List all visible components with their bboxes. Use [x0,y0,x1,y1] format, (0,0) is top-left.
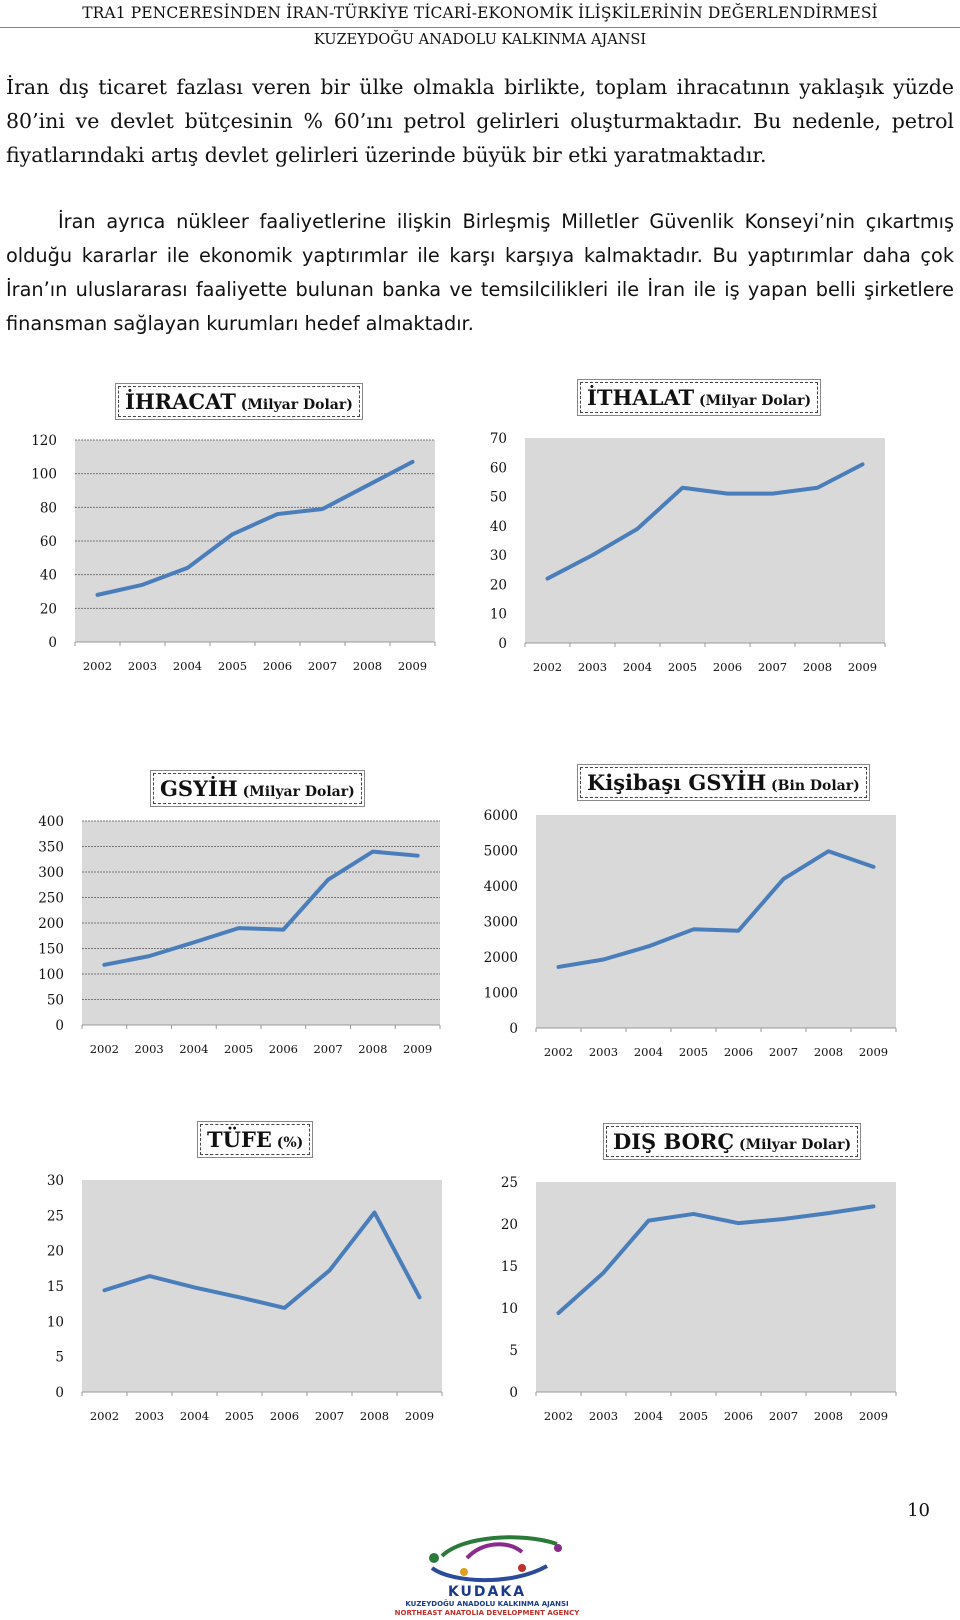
chart-svg [480,380,950,690]
chart-svg [480,765,950,1075]
x-tick-label: 2007 [313,1042,343,1056]
logo-mark-icon [372,1528,602,1588]
y-tick-label: 5 [509,1343,518,1359]
y-tick-label: 100 [31,466,57,483]
x-tick-label: 2002 [89,1409,120,1423]
chart-ihracat [0,380,480,690]
x-tick-label: 2003 [134,1042,164,1056]
y-tick-label: 20 [39,601,57,618]
agency-logo [372,1528,602,1618]
chart-title [153,773,362,804]
x-tick-label: 2006 [268,1042,299,1056]
chart-title-text: TÜFE [207,1127,272,1152]
chart-unit: (Milyar Dolar) [237,784,355,800]
chart-svg [0,380,480,690]
y-tick-label: 400 [38,814,64,830]
y-tick-label: 50 [489,489,507,506]
x-tick-label: 2002 [82,659,113,673]
y-tick-label: 0 [498,636,507,652]
x-tick-label: 2003 [134,1409,165,1423]
y-tick-label: 0 [55,1385,64,1401]
paragraph-2 [6,205,954,341]
x-tick-label: 2005 [224,1409,255,1423]
y-tick-label: 250 [38,890,64,907]
y-tick-label: 2000 [483,950,518,966]
chart-unit: (Milyar Dolar) [694,393,812,409]
paragraph-1: İran dış ticaret fazlası veren bir ülke olmakla birlikte, toplam ihracatının yaklaşık yüzde 80’ini ve devlet bütçesinin % 60’ını petrol gelirleri oluşturmaktadır. Bu nedenle, petrol fiyatlarındaki artış devlet gelirleri üzerinde büyük bir etki yaratmaktadır. [6,75,954,167]
x-tick-label: 2004 [622,660,653,674]
x-tick-label: 2006 [269,1409,300,1423]
y-tick-label: 300 [38,865,64,881]
chart-title [606,1126,858,1157]
chart-gsyih [0,765,480,1075]
y-tick-label: 120 [31,433,57,449]
y-tick-label: 25 [46,1208,64,1225]
x-tick-label: 2009 [397,659,428,673]
y-tick-label: 5 [55,1349,64,1366]
y-tick-label: 3000 [483,914,518,931]
x-tick-label: 2005 [678,1409,709,1423]
y-tick-label: 200 [38,916,64,932]
plot-area [82,1180,442,1392]
logo-line-3: NORTHEAST ANATOLIA DEVELOPMENT AGENCY [394,1609,580,1617]
y-tick-label: 30 [489,548,507,565]
chart-title-text: Kişibaşı GSYİH [587,770,767,795]
chart-kisibasi [480,765,950,1075]
y-tick-label: 40 [39,567,57,584]
chart-unit: (Bin Dolar) [766,778,860,794]
x-tick-label: 2008 [359,1409,390,1423]
header-divider [0,27,960,28]
x-tick-label: 2009 [858,1409,889,1423]
chart-disborc [480,1120,950,1430]
x-tick-label: 2004 [172,659,203,673]
x-tick-label: 2004 [179,1042,209,1056]
y-tick-label: 60 [489,460,507,477]
chart-title-text: GSYİH [160,776,238,801]
x-tick-label: 2008 [352,659,383,673]
y-tick-label: 10 [500,1301,518,1317]
x-tick-label: 2006 [712,660,743,674]
chart-unit: (Milyar Dolar) [235,397,353,413]
x-tick-label: 2009 [847,660,878,674]
x-tick-label: 2008 [358,1042,388,1056]
y-tick-label: 5000 [483,843,518,860]
y-tick-label: 70 [489,431,507,447]
logo-line-2: KUZEYDOĞU ANADOLU KALKINMA AJANSI [405,1600,569,1608]
x-tick-label: 2006 [723,1045,754,1059]
x-tick-label: 2009 [402,1042,433,1056]
y-tick-label: 20 [46,1243,64,1260]
chart-title-text: İHRACAT [125,389,236,414]
chart-title [200,1124,310,1155]
x-tick-label: 2006 [262,659,293,673]
plot-area [536,815,896,1028]
y-tick-label: 15 [500,1259,518,1275]
y-tick-label: 350 [38,839,64,856]
y-tick-label: 0 [509,1385,518,1401]
x-tick-label: 2008 [813,1045,844,1059]
y-tick-label: 15 [46,1279,64,1295]
x-tick-label: 2003 [127,659,158,673]
x-tick-label: 2002 [543,1409,574,1423]
y-tick-label: 10 [489,606,507,623]
x-tick-label: 2003 [588,1409,619,1423]
y-tick-label: 20 [500,1217,518,1233]
x-tick-label: 2008 [802,660,833,674]
y-tick-label: 6000 [483,808,518,824]
x-tick-label: 2002 [532,660,563,674]
x-tick-label: 2008 [813,1409,844,1423]
header-agency: KUZEYDOĞU ANADOLU KALKINMA AJANSI [313,32,647,48]
y-tick-label: 0 [509,1021,518,1037]
x-tick-label: 2004 [633,1045,664,1059]
y-tick-label: 100 [38,967,64,983]
chart-title-text: İTHALAT [587,385,695,410]
x-tick-label: 2009 [404,1409,435,1423]
chart-title-text: DIŞ BORÇ [613,1129,735,1154]
y-tick-label: 0 [48,635,57,651]
chart-tufe [0,1120,480,1430]
y-tick-label: 40 [489,518,507,535]
chart-svg [0,1120,480,1430]
chart-svg [480,1120,950,1430]
x-tick-label: 2006 [723,1409,754,1423]
x-tick-label: 2003 [588,1045,619,1059]
header-title: TRA1 PENCERESİNDEN İRAN-TÜRKİYE TİCARİ-EKONOMİK İLİŞKİLERİNİN DEĞERLENDİRMESİ [82,4,878,22]
y-tick-label: 25 [500,1175,518,1191]
x-tick-label: 2007 [307,659,338,673]
y-tick-label: 30 [46,1173,64,1189]
chart-unit: (%) [271,1135,304,1151]
y-tick-label: 10 [46,1314,64,1331]
y-tick-label: 50 [46,992,64,1009]
chart-unit: (Milyar Dolar) [734,1137,852,1153]
x-tick-label: 2004 [633,1409,664,1423]
y-tick-label: 60 [39,534,57,550]
x-tick-label: 2002 [89,1042,120,1056]
x-tick-label: 2007 [757,660,788,674]
x-tick-label: 2005 [217,659,248,673]
x-tick-label: 2007 [768,1045,799,1059]
y-tick-label: 1000 [483,985,518,1002]
x-tick-label: 2005 [223,1042,254,1056]
chart-title [580,382,818,413]
y-tick-label: 150 [38,941,64,958]
y-tick-label: 0 [55,1018,64,1034]
x-tick-label: 2004 [179,1409,210,1423]
chart-title [118,386,360,417]
x-tick-label: 2009 [858,1045,889,1059]
x-tick-label: 2007 [314,1409,345,1423]
y-tick-label: 80 [39,500,57,517]
x-tick-label: 2003 [577,660,608,674]
page-number: 10 [907,1500,930,1521]
plot-area [525,438,885,643]
y-tick-label: 4000 [483,879,518,895]
x-tick-label: 2005 [667,660,698,674]
chart-svg [0,765,480,1075]
x-tick-label: 2002 [543,1045,574,1059]
x-tick-label: 2007 [768,1409,799,1423]
y-tick-label: 20 [489,577,507,594]
x-tick-label: 2005 [678,1045,709,1059]
logo-name: KUDAKA [447,1584,527,1600]
chart-ithalat [480,380,950,690]
paragraph-2-text: İran ayrıca nükleer faaliyetlerine ilişkin Birleşmiş Milletler Güvenlik Konseyi’nin çıkartmış olduğu kararlar ile ekonomik yaptırımlar ile karşı karşıya kalmaktadır. Bu yaptırımlar daha çok İran’ın uluslararası faaliyette bulunan banka ve temsilcilikleri ile İran ile iş yapan belli şirketlere finansman sağlayan kurumları hedef almaktadır. [6,210,954,335]
chart-title [580,767,867,798]
